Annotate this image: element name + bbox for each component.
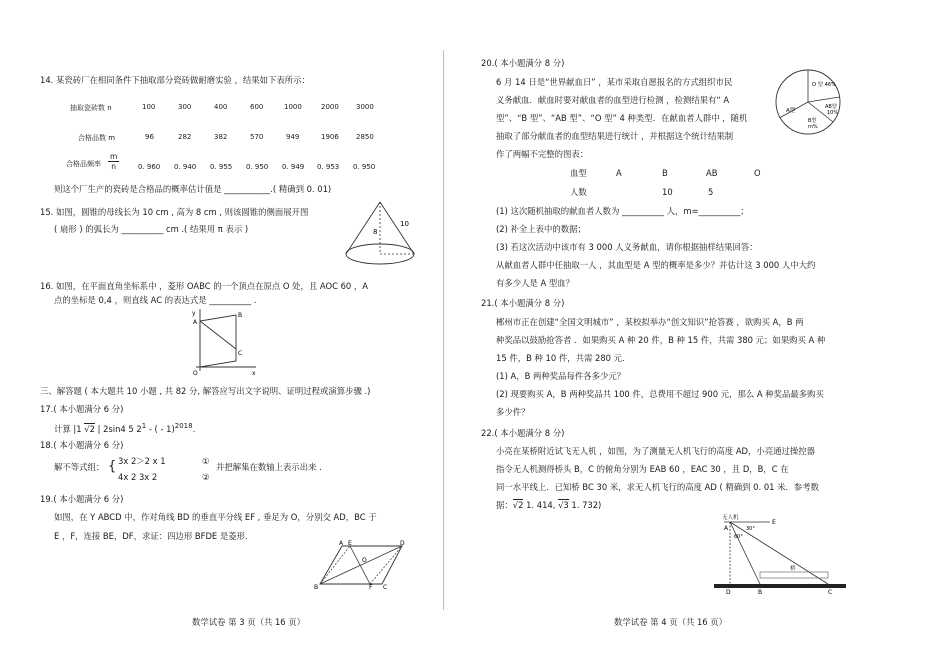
q17-exponent-2018: 2018	[174, 422, 193, 430]
section-3-heading: 三、解答题 ( 本大题共 10 小题 , 共 82 分, 解答应写出文字说明、证明过程或演算步骤 .)	[40, 386, 371, 396]
pie-ab-label: AB型	[825, 104, 837, 110]
q18-prefix: 解不等式组：	[54, 462, 105, 472]
q18-inequality-1: 3x 2＞2 x 1	[118, 456, 166, 466]
angle-30-label: 30°	[746, 526, 755, 532]
q14-header-m: 合格品数 m	[78, 134, 116, 142]
q17-title: 17.( 本小题满分 6 分)	[40, 404, 124, 414]
point-b-label: B	[758, 589, 763, 594]
q22-line: 同一水平线上．已知桥 BC 30 米，求无人机飞行的高度 AD ( 精确到 0. 01 米．参考数	[496, 482, 820, 492]
q22-line-4	[496, 500, 601, 511]
q22-sqrt3-value: 3	[563, 500, 569, 510]
q20-line: 型”、“B 型”、“AB 型”、“O 型” 4 种类型．在献血者人群中 ，随机	[496, 113, 748, 123]
q14-cell: 0. 960	[138, 163, 161, 171]
q14-stem: 14. 某瓷砖厂在相同条件下抽取部分瓷砖做耐磨实验 ，结果如下表所示：	[40, 75, 310, 85]
q14-cell: 1906	[321, 133, 339, 141]
angle-60-label: 60°	[734, 534, 743, 540]
point-c-label: C	[238, 350, 243, 357]
q21-line: (1) A，B 两种奖品每件各多少元？	[496, 371, 626, 381]
bridge-label: 桥	[790, 566, 796, 572]
point-c-label: C	[828, 589, 833, 594]
frac-numerator: m	[110, 152, 118, 161]
q14-cell: 400	[214, 103, 228, 111]
q20-line: 作了两幅不完整的图表：	[496, 149, 589, 159]
q20-table-cell: B	[662, 168, 668, 178]
point-a-label: A	[339, 540, 344, 547]
q18-brace: {	[108, 459, 117, 474]
q14-cell: 282	[178, 133, 192, 141]
q20-title: 20.( 本小题满分 8 分)	[481, 58, 565, 68]
point-c-label: C	[383, 584, 388, 590]
point-f-label: F	[369, 584, 373, 590]
q15-question: ( 扇形 ) 的弧长为 __________ cm .( 结果用 π 表示 )	[54, 224, 249, 234]
q20-sub-2: (2) 补全上表中的数据；	[496, 224, 586, 234]
q19-stem: 如图，在 Y ABCD 中，作对角线 BD 的垂直平分线 EF , 垂足为 O，分别交 AD，BC 于	[54, 512, 377, 522]
q20-line: 抽取了部分献血者的血型结果进行统计 ，并根据这个统计结果制	[496, 131, 734, 141]
q14-cell: 0. 949	[282, 163, 305, 171]
q22-line4-b: 1. 414,	[523, 500, 559, 510]
q17-expr-c: - ( - 1)	[146, 423, 175, 434]
q17-sqrt-value: 2	[89, 423, 95, 434]
blood-type-pie-chart	[770, 64, 846, 140]
q16-stem: 16. 如图，在平面直角坐标系中 ，菱形 OABC 的一个顶点在原点 O 处，且 AOC 60 ，A	[40, 281, 369, 291]
q14-frac-m-over-n	[108, 152, 119, 171]
q20-line: 6 月 14 日是“世界献血日” ，某市采取自愿报名的方式组织市民	[496, 77, 733, 87]
q19-question: E ，F，连接 BE，DF，求证：四边形 BFDE 是菱形．	[54, 531, 254, 541]
q22-sqrt2: √2	[512, 500, 524, 510]
drone-bridge-figure	[710, 512, 850, 594]
point-a-label: A	[724, 525, 729, 532]
q14-cell: 0. 950	[246, 163, 269, 171]
q22-line: 指令无人机测得桥头 B，C 的俯角分别为 EAB 60 ，EAC 30 ，且 D，B，C 在	[496, 464, 789, 474]
page-footer-4: 数学试卷 第 4 页（共 16 页）	[614, 617, 728, 627]
q14-cell: 96	[145, 133, 154, 141]
exam-page-4	[448, 0, 950, 671]
q15-stem: 15. 如图，圆锥的母线长为 10 cm , 高为 8 cm , 则该圆锥的侧面展开图	[40, 207, 309, 217]
q14-header-freq: 合格品频率	[66, 160, 101, 168]
q17-expr-d: .	[192, 423, 196, 434]
q14-cell: 0. 940	[174, 163, 197, 171]
q20-table-cell: 10	[662, 187, 673, 197]
q14-cell: 100	[142, 103, 156, 111]
point-a-label: A	[193, 319, 198, 326]
q14-cell: 570	[250, 133, 264, 141]
pie-b-percent: m%	[808, 124, 818, 130]
q18-title: 18.( 本小题满分 6 分)	[40, 440, 124, 450]
exam-page-3	[0, 0, 440, 671]
point-e-label: E	[348, 540, 352, 547]
q14-cell: 0. 950	[353, 163, 376, 171]
q20-sub-5: 有多少人是 A 型血？	[496, 278, 575, 288]
q14-cell: 0. 955	[210, 163, 233, 171]
q21-line: 种奖品以鼓励抢答者 ．如果购买 A 种 20 件，B 种 15 件，共需 380 元；如果购买 A 种	[496, 335, 826, 345]
q14-cell: 382	[214, 133, 228, 141]
q22-sqrt3: √3	[558, 500, 569, 510]
q22-title: 22.( 本小题满分 8 分)	[481, 428, 565, 438]
pie-o-label: O 型 46%	[812, 82, 837, 88]
q20-sub-3: (3) 若这次活动中该市有 3 000 人义务献血，请你根据抽样结果回答：	[496, 242, 758, 252]
cone-figure	[340, 198, 420, 274]
q22-sqrt2-value: 2	[518, 500, 524, 510]
q21-line: 15 件，B 种 10 件，共需 280 元．	[496, 353, 631, 363]
pie-ab-percent: 10%	[827, 110, 839, 116]
q18-suffix: 并把解集在数轴上表示出来 .	[216, 462, 322, 472]
q17-expression	[54, 421, 195, 435]
q21-line: (2) 现要购买 A，B 两种奖品共 100 件，总费用不超过 900 元，那么 A 种奖品最多购买	[496, 389, 824, 399]
q17-sqrt: √2	[84, 423, 95, 434]
q14-header-n: 抽取瓷砖数 n	[70, 104, 112, 112]
q22-line4-c: 1. 732)	[568, 500, 602, 510]
page-divider	[443, 50, 444, 610]
point-e-label: E	[772, 519, 776, 526]
q22-line: 小亮在某桥附近试飞无人机 ，如图，为了测量无人机飞行的高度 AD，小亮通过操控器	[496, 446, 815, 456]
q20-table-cell: A	[616, 168, 622, 178]
point-b-label: B	[238, 312, 243, 319]
point-d-label: D	[400, 540, 405, 547]
q20-table-cell: AB	[706, 168, 718, 178]
point-b-label: B	[314, 584, 319, 590]
q14-cell: 600	[250, 103, 264, 111]
frac-denominator: n	[111, 162, 117, 171]
q21-line: 多少件？	[496, 407, 530, 417]
axis-x-label: x	[252, 370, 256, 377]
q20-table-cell: 5	[708, 187, 714, 197]
q17-expr-b: | 2sin4 5 2	[94, 423, 142, 434]
point-o-label: O	[193, 370, 198, 377]
q20-line: 义务献血．献血时要对献血者的血型进行检测 ，检测结果有“ A	[496, 95, 730, 105]
q18-mark-2: ②	[202, 472, 210, 482]
point-o-label: O	[362, 557, 367, 564]
pie-a-label: A型	[786, 108, 796, 114]
q14-cell: 2850	[356, 133, 374, 141]
q16-question: 点的坐标是 0,4 ，则直线 AC 的表达式是 __________ .	[54, 295, 257, 305]
q18-mark-1: ①	[202, 456, 210, 466]
rhombus-coordinate-figure	[186, 305, 261, 377]
q17-exponent-1: 1	[141, 422, 147, 430]
q19-title: 19.( 本小题满分 6 分)	[40, 494, 124, 504]
q14-question: 则这个厂生产的瓷砖是合格品的概率估计值是 ___________.( 精确到 0. 01)	[54, 184, 332, 194]
q20-table-header: 血型	[570, 168, 587, 178]
q17-expr-a: 计算 |1	[54, 423, 85, 434]
pie-b-label: B型	[808, 118, 817, 124]
q14-cell: 3000	[356, 103, 374, 111]
q14-cell: 0. 953	[317, 163, 340, 171]
q14-cell: 1000	[284, 103, 302, 111]
q20-table-header: 人数	[570, 187, 587, 197]
q14-cell: 300	[178, 103, 192, 111]
q20-sub-1: (1) 这次随机抽取的献血者人数为 __________ 人，m=__________；	[496, 206, 749, 216]
drone-label: 无人机	[722, 515, 739, 521]
page-footer-3: 数学试卷 第 3 页（共 16 页）	[192, 617, 306, 627]
q18-inequality-2: 4x 2 3x 2	[118, 472, 158, 482]
q21-title: 21.( 本小题满分 8 分)	[481, 298, 565, 308]
q22-line4-a: 据：	[496, 500, 513, 510]
point-d-label: D	[726, 589, 731, 594]
q20-table-cell: O	[754, 168, 761, 178]
cone-height-label: 8	[373, 228, 378, 236]
q21-line: 郴州市正在创建“全国文明城市” ，某校拟举办“创文知识”抢答赛 ，欲购买 A，B 两	[496, 317, 804, 327]
axis-y-label: y	[192, 310, 196, 317]
cone-slant-label: 10	[400, 220, 409, 228]
q14-cell: 949	[286, 133, 300, 141]
q20-sub-4: 从献血者人群中任抽取一人 ，其血型是 A 型的概率是多少？并估计这 3 000 人中大约	[496, 260, 816, 270]
q14-cell: 2000	[321, 103, 339, 111]
parallelogram-figure	[312, 540, 408, 590]
